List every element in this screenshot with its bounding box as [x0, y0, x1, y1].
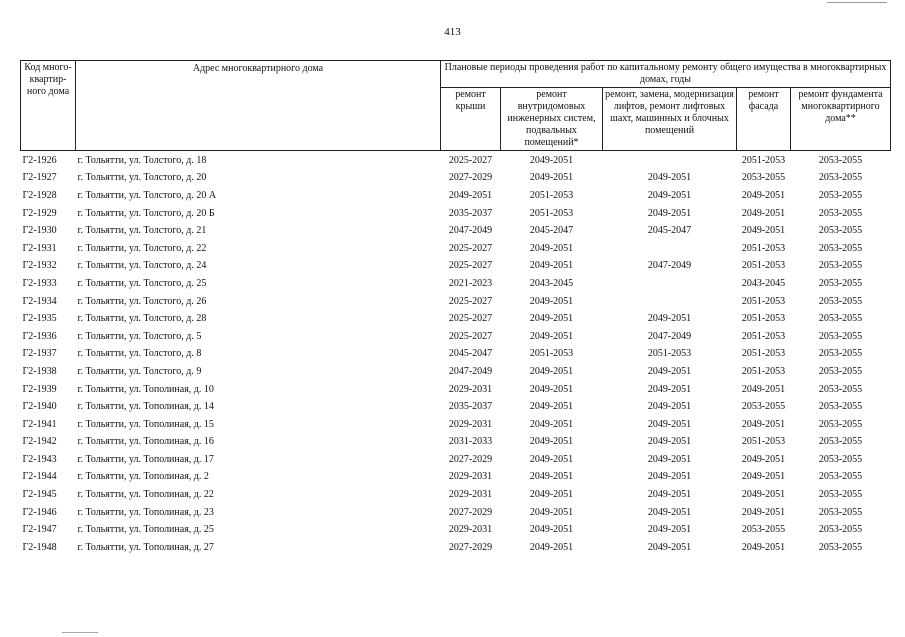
cell-foundation: 2053-2055 [818, 471, 863, 483]
cell-lifts [603, 151, 737, 170]
cell-facade: 2049-2051 [741, 189, 786, 201]
header-foundation: ремонт фундамента многоквартирного дома** [791, 88, 891, 151]
cell-lifts: 2049-2051 [647, 401, 692, 413]
cell-systems: 2049-2051 [529, 541, 574, 553]
cell-roof: 2027-2029 [448, 506, 493, 518]
cell-facade: 2053-2055 [741, 524, 786, 536]
cell-roof: 2021-2023 [448, 277, 493, 289]
cell-foundation: 2053-2055 [818, 242, 863, 254]
cell-address: г. Тольятти, ул. Тополиная, д. 22 [77, 489, 214, 501]
cell-roof: 2025-2027 [448, 242, 493, 254]
header-roof: ремонт крыши [441, 88, 501, 151]
cell-address: г. Тольятти, ул. Тополиная, д. 17 [77, 453, 214, 465]
cell-code: Г2-1936 [22, 330, 57, 342]
table-row [21, 222, 891, 240]
cell-facade: 2049-2051 [741, 207, 786, 219]
cell-facade: 2053-2055 [741, 172, 786, 184]
cell-roof: 2029-2031 [448, 471, 493, 483]
table-body [21, 151, 891, 557]
table-row [21, 416, 891, 434]
cell-systems: 2051-2053 [529, 207, 574, 219]
cell-lifts: 2051-2053 [647, 348, 692, 360]
cell-code: Г2-1938 [22, 365, 57, 377]
cell-address: г. Тольятти, ул. Толстого, д. 20 Б [77, 207, 215, 219]
cell-lifts: 2045-2047 [647, 225, 692, 237]
table-row [21, 170, 891, 188]
cell-foundation: 2053-2055 [818, 277, 863, 289]
header-code: Код много-квартир-ного дома [21, 61, 76, 151]
cell-code: Г2-1941 [22, 418, 57, 430]
cell-systems: 2049-2051 [529, 401, 574, 413]
cell-foundation: 2053-2055 [818, 524, 863, 536]
cell-code: Г2-1942 [22, 436, 57, 448]
cell-roof: 2027-2029 [448, 541, 493, 553]
cell-foundation: 2053-2055 [818, 225, 863, 237]
cell-roof: 2027-2029 [448, 172, 493, 184]
table-row [21, 310, 891, 328]
cell-lifts: 2049-2051 [647, 207, 692, 219]
cell-foundation: 2053-2055 [818, 189, 863, 201]
cell-systems: 2049-2051 [529, 524, 574, 536]
repair-schedule-table [20, 60, 891, 557]
header-facade: ремонт фасада [737, 88, 791, 151]
table-row [21, 346, 891, 364]
cell-facade: 2051-2053 [741, 436, 786, 448]
cell-systems: 2045-2047 [529, 225, 574, 237]
cell-code: Г2-1930 [22, 225, 57, 237]
cell-foundation: 2053-2055 [818, 348, 863, 360]
cell-code: Г2-1931 [22, 242, 57, 254]
cell-address: г. Тольятти, ул. Тополиная, д. 23 [77, 506, 214, 518]
cell-facade: 2051-2053 [741, 313, 786, 325]
cell-lifts: 2049-2051 [647, 471, 692, 483]
cell-address: г. Тольятти, ул. Тополиная, д. 14 [77, 401, 214, 413]
cell-foundation: 2053-2055 [818, 401, 863, 413]
table-row [21, 275, 891, 293]
cell-systems: 2049-2051 [529, 295, 574, 307]
table-row [21, 258, 891, 276]
cell-systems: 2049-2051 [529, 383, 574, 395]
cell-facade: 2053-2055 [741, 401, 786, 413]
cell-roof: 2047-2049 [448, 365, 493, 377]
cell-code: Г2-1935 [22, 313, 57, 325]
cell-foundation: 2053-2055 [818, 365, 863, 377]
cell-lifts: 2049-2051 [647, 383, 692, 395]
cell-systems: 2049-2051 [529, 154, 574, 166]
cell-lifts: 2049-2051 [647, 172, 692, 184]
cell-roof: 2049-2051 [448, 189, 493, 201]
table-row [21, 539, 891, 557]
cell-address: г. Тольятти, ул. Толстого, д. 9 [77, 365, 202, 377]
cell-systems: 2043-2045 [529, 277, 574, 289]
cell-roof: 2025-2027 [448, 330, 493, 342]
cell-roof: 2029-2031 [448, 489, 493, 501]
cell-code: Г2-1939 [22, 383, 57, 395]
cell-facade: 2049-2051 [741, 541, 786, 553]
cell-systems: 2049-2051 [529, 506, 574, 518]
cell-foundation: 2053-2055 [818, 330, 863, 342]
cell-foundation: 2053-2055 [818, 207, 863, 219]
cell-facade: 2049-2051 [741, 453, 786, 465]
cell-code: Г2-1945 [22, 489, 57, 501]
cell-code: Г2-1926 [22, 154, 57, 166]
cell-lifts: 2049-2051 [647, 313, 692, 325]
cell-systems: 2049-2051 [529, 365, 574, 377]
cell-roof: 2025-2027 [448, 154, 493, 166]
cell-lifts: 2049-2051 [647, 453, 692, 465]
cell-address: г. Тольятти, ул. Тополиная, д. 16 [77, 436, 214, 448]
cell-systems: 2049-2051 [529, 313, 574, 325]
cell-lifts: 2049-2051 [647, 189, 692, 201]
cell-roof: 2025-2027 [448, 313, 493, 325]
cell-lifts [603, 240, 737, 258]
cell-roof: 2035-2037 [448, 401, 493, 413]
table-row [21, 398, 891, 416]
cell-address: г. Тольятти, ул. Толстого, д. 20 А [77, 189, 217, 201]
cell-lifts: 2049-2051 [647, 489, 692, 501]
scan-artifact-line [62, 632, 98, 633]
table-row [21, 293, 891, 311]
table-row [21, 240, 891, 258]
cell-systems: 2051-2053 [529, 348, 574, 360]
cell-roof: 2047-2049 [448, 225, 493, 237]
cell-address: г. Тольятти, ул. Толстого, д. 21 [77, 225, 207, 237]
cell-systems: 2049-2051 [529, 330, 574, 342]
cell-address: г. Тольятти, ул. Толстого, д. 22 [77, 242, 207, 254]
cell-address: г. Тольятти, ул. Толстого, д. 28 [77, 313, 207, 325]
cell-code: Г2-1929 [22, 207, 57, 219]
cell-foundation: 2053-2055 [818, 506, 863, 518]
cell-systems: 2049-2051 [529, 436, 574, 448]
cell-facade: 2051-2053 [741, 295, 786, 307]
cell-code: Г2-1948 [22, 541, 57, 553]
cell-lifts: 2049-2051 [647, 524, 692, 536]
cell-code: Г2-1934 [22, 295, 57, 307]
cell-address: г. Тольятти, ул. Толстого, д. 5 [77, 330, 202, 342]
cell-code: Г2-1946 [22, 506, 57, 518]
cell-foundation: 2053-2055 [818, 260, 863, 272]
cell-code: Г2-1940 [22, 401, 57, 413]
cell-roof: 2045-2047 [448, 348, 493, 360]
table-row [21, 521, 891, 539]
header-engineering-systems: ремонт внутридомовых инженерных систем, подвальных помещений* [501, 88, 603, 151]
cell-address: г. Тольятти, ул. Тополиная, д. 27 [77, 541, 214, 553]
cell-lifts [603, 293, 737, 311]
cell-code: Г2-1947 [22, 524, 57, 536]
cell-foundation: 2053-2055 [818, 489, 863, 501]
cell-lifts: 2047-2049 [647, 330, 692, 342]
table-row [21, 486, 891, 504]
cell-lifts: 2049-2051 [647, 541, 692, 553]
cell-roof: 2025-2027 [448, 295, 493, 307]
table-row [21, 187, 891, 205]
cell-roof: 2029-2031 [448, 418, 493, 430]
table-row [21, 434, 891, 452]
cell-lifts: 2049-2051 [647, 506, 692, 518]
table-row [21, 504, 891, 522]
table-row [21, 363, 891, 381]
cell-code: Г2-1927 [22, 172, 57, 184]
cell-code: Г2-1943 [22, 453, 57, 465]
cell-lifts [603, 275, 737, 293]
table-row [21, 451, 891, 469]
cell-foundation: 2053-2055 [818, 541, 863, 553]
table-row [21, 151, 891, 170]
cell-foundation: 2053-2055 [818, 453, 863, 465]
table-row [21, 205, 891, 223]
header-planned-periods: Плановые периоды проведения работ по капитальному ремонту общего имущества в многоквартирных домах, годы [441, 61, 891, 88]
cell-lifts: 2049-2051 [647, 436, 692, 448]
header-address: Адрес многоквартирного дома [76, 61, 441, 151]
cell-roof: 2027-2029 [448, 453, 493, 465]
cell-systems: 2049-2051 [529, 260, 574, 272]
cell-foundation: 2053-2055 [818, 172, 863, 184]
cell-address: г. Тольятти, ул. Толстого, д. 20 [77, 172, 207, 184]
cell-roof: 2029-2031 [448, 524, 493, 536]
cell-foundation: 2053-2055 [818, 313, 863, 325]
cell-facade: 2051-2053 [741, 330, 786, 342]
cell-facade: 2049-2051 [741, 506, 786, 518]
cell-facade: 2051-2053 [741, 365, 786, 377]
cell-facade: 2051-2053 [741, 154, 786, 166]
cell-roof: 2029-2031 [448, 383, 493, 395]
cell-facade: 2049-2051 [741, 418, 786, 430]
table-row [21, 328, 891, 346]
cell-address: г. Тольятти, ул. Тополиная, д. 25 [77, 524, 214, 536]
cell-code: Г2-1932 [22, 260, 57, 272]
cell-systems: 2049-2051 [529, 489, 574, 501]
page-number: 413 [444, 26, 461, 38]
cell-lifts: 2049-2051 [647, 418, 692, 430]
cell-facade: 2049-2051 [741, 225, 786, 237]
cell-facade: 2049-2051 [741, 489, 786, 501]
header-lifts: ремонт, замена, модернизация лифтов, ремонт лифтовых шахт, машинных и блочных помещений [603, 88, 737, 151]
cell-address: г. Тольятти, ул. Толстого, д. 25 [77, 277, 207, 289]
cell-facade: 2043-2045 [741, 277, 786, 289]
cell-code: Г2-1928 [22, 189, 57, 201]
table-row [21, 381, 891, 399]
cell-address: г. Тольятти, ул. Тополиная, д. 15 [77, 418, 214, 430]
cell-address: г. Тольятти, ул. Тополиная, д. 10 [77, 383, 214, 395]
scan-artifact-line [827, 2, 887, 3]
cell-systems: 2049-2051 [529, 418, 574, 430]
cell-foundation: 2053-2055 [818, 418, 863, 430]
cell-systems: 2049-2051 [529, 453, 574, 465]
cell-foundation: 2053-2055 [818, 383, 863, 395]
cell-roof: 2031-2033 [448, 436, 493, 448]
cell-foundation: 2053-2055 [818, 154, 863, 166]
cell-systems: 2049-2051 [529, 471, 574, 483]
cell-roof: 2035-2037 [448, 207, 493, 219]
cell-systems: 2051-2053 [529, 189, 574, 201]
cell-lifts: 2047-2049 [647, 260, 692, 272]
cell-facade: 2049-2051 [741, 471, 786, 483]
cell-facade: 2051-2053 [741, 242, 786, 254]
cell-code: Г2-1933 [22, 277, 57, 289]
cell-facade: 2051-2053 [741, 260, 786, 272]
cell-foundation: 2053-2055 [818, 295, 863, 307]
cell-code: Г2-1937 [22, 348, 57, 360]
cell-systems: 2049-2051 [529, 242, 574, 254]
table-row [21, 469, 891, 487]
cell-address: г. Тольятти, ул. Тополиная, д. 2 [77, 471, 209, 483]
cell-address: г. Тольятти, ул. Толстого, д. 26 [77, 295, 207, 307]
cell-address: г. Тольятти, ул. Толстого, д. 24 [77, 260, 207, 272]
cell-facade: 2051-2053 [741, 348, 786, 360]
cell-foundation: 2053-2055 [818, 436, 863, 448]
cell-address: г. Тольятти, ул. Толстого, д. 8 [77, 348, 202, 360]
cell-address: г. Тольятти, ул. Толстого, д. 18 [77, 154, 207, 166]
cell-lifts: 2049-2051 [647, 365, 692, 377]
cell-roof: 2025-2027 [448, 260, 493, 272]
cell-systems: 2049-2051 [529, 172, 574, 184]
cell-facade: 2049-2051 [741, 383, 786, 395]
cell-code: Г2-1944 [22, 471, 57, 483]
